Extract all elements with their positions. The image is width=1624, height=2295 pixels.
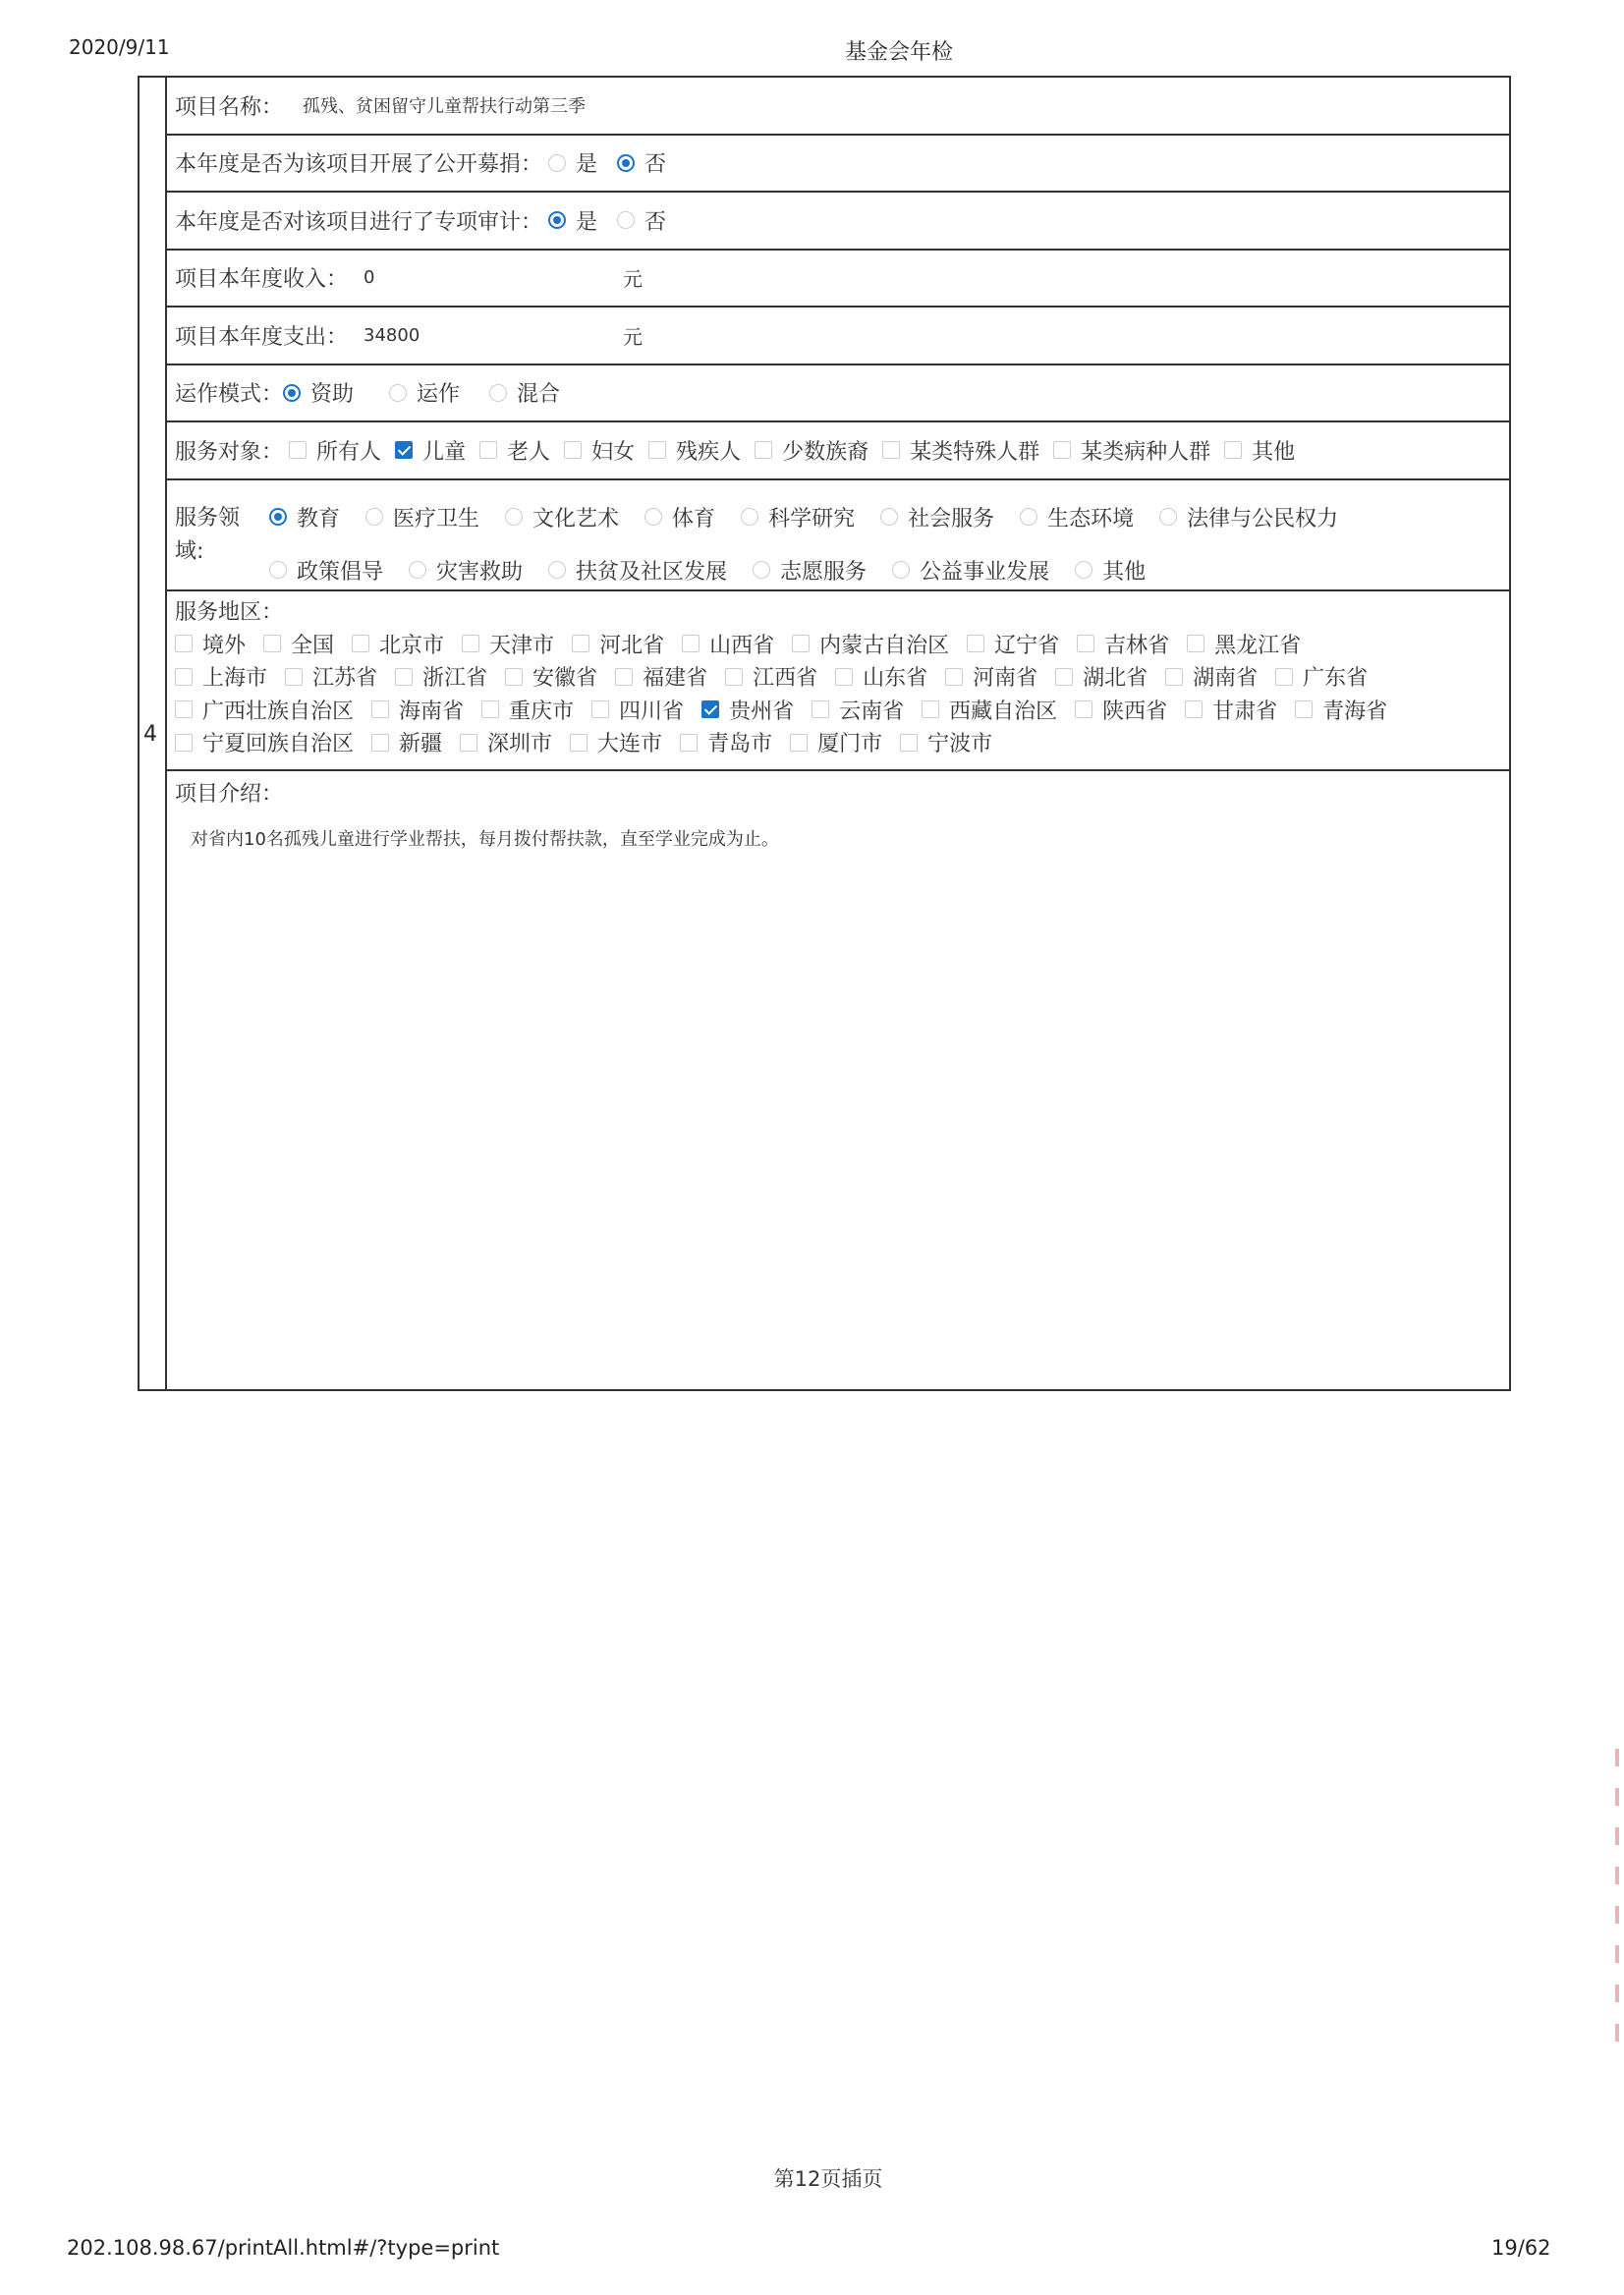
public-fundraising-yes[interactable]: 是 — [542, 147, 597, 178]
expense-label: 项目本年度支出： — [175, 324, 349, 350]
region-option[interactable]: 安徽省 — [505, 661, 597, 692]
field-option[interactable]: 教育 — [263, 502, 340, 532]
radio-icon[interactable] — [1020, 508, 1037, 526]
region-option[interactable]: 吉林省 — [1077, 629, 1169, 659]
checkbox-icon[interactable] — [175, 668, 193, 686]
project-intro-row — [167, 771, 1509, 1394]
field-option[interactable]: 法律与公民权力 — [1153, 502, 1338, 532]
row-number: 4 — [143, 722, 157, 747]
expense-row — [167, 308, 1509, 365]
mode-option[interactable]: 混合 — [483, 377, 560, 408]
page-title: 基金会年检 — [844, 40, 953, 65]
checkbox-icon[interactable] — [792, 635, 810, 652]
special-audit-label: 本年度是否对该项目进行了专项审计： — [175, 209, 543, 235]
radio-icon[interactable] — [269, 561, 287, 579]
region-option[interactable]: 江苏省 — [285, 661, 377, 692]
field-option[interactable]: 体育 — [639, 502, 715, 532]
checkbox-icon[interactable] — [371, 734, 389, 752]
target-option[interactable]: 老人 — [479, 435, 550, 466]
region-option[interactable]: 山东省 — [835, 661, 927, 692]
region-option[interactable]: 江西省 — [725, 661, 817, 692]
region-option[interactable]: 河北省 — [572, 629, 664, 659]
field-option[interactable]: 社会服务 — [874, 502, 994, 532]
field-option[interactable]: 扶贫及社区发展 — [542, 555, 727, 586]
service-field-label: 服务领域: — [175, 505, 241, 564]
radio-icon[interactable] — [409, 561, 426, 579]
radio-selected-icon[interactable] — [283, 384, 301, 402]
checkbox-icon[interactable] — [263, 635, 281, 652]
checkbox-icon[interactable] — [790, 734, 808, 752]
checkbox-icon[interactable] — [564, 441, 582, 459]
checkbox-icon[interactable] — [900, 734, 918, 752]
project-name-row — [167, 78, 1509, 136]
checkbox-icon[interactable] — [922, 700, 939, 718]
region-option[interactable]: 北京市 — [352, 629, 444, 659]
special-audit-no[interactable]: 否 — [611, 205, 666, 236]
radio-icon[interactable] — [548, 561, 566, 579]
checkbox-icon[interactable] — [1055, 668, 1073, 686]
radio-icon[interactable] — [505, 508, 523, 526]
checkbox-icon[interactable] — [1224, 441, 1242, 459]
radio-selected-icon[interactable] — [548, 211, 566, 229]
radio-icon[interactable] — [617, 211, 635, 229]
checkbox-icon[interactable] — [285, 668, 303, 686]
checkbox-icon[interactable] — [1077, 635, 1094, 652]
radio-icon[interactable] — [365, 508, 383, 526]
service-target-label: 服务对象： — [175, 439, 284, 465]
checkbox-icon[interactable] — [648, 441, 666, 459]
checkbox-icon[interactable] — [289, 441, 307, 459]
region-line — [175, 726, 1509, 759]
checkbox-icon[interactable] — [462, 635, 479, 652]
region-option[interactable]: 海南省 — [371, 695, 464, 725]
radio-icon[interactable] — [741, 508, 758, 526]
public-fundraising-no[interactable]: 否 — [611, 147, 666, 178]
checkbox-icon[interactable] — [460, 734, 477, 752]
region-option[interactable]: 全国 — [263, 629, 334, 659]
row-number-cell — [140, 78, 167, 1389]
checkbox-icon[interactable] — [882, 441, 900, 459]
region-option[interactable]: 境外 — [175, 629, 246, 659]
radio-icon[interactable] — [1075, 561, 1092, 579]
region-option[interactable]: 甘肃省 — [1185, 695, 1277, 725]
insert-page-label: 第12页插页 — [773, 2167, 883, 2191]
checkbox-icon[interactable] — [479, 441, 497, 459]
field-option[interactable]: 生态环境 — [1014, 502, 1134, 532]
region-option[interactable]: 重庆市 — [481, 695, 574, 725]
project-name-label: 项目名称： — [175, 94, 284, 120]
region-option[interactable]: 山西省 — [682, 629, 774, 659]
checkbox-icon[interactable] — [352, 635, 369, 652]
region-option[interactable]: 大连市 — [570, 727, 662, 757]
region-option[interactable]: 上海市 — [175, 661, 267, 692]
region-option[interactable]: 辽宁省 — [967, 629, 1059, 659]
field-option[interactable]: 政策倡导 — [263, 555, 383, 586]
checkbox-checked-icon[interactable] — [395, 441, 413, 459]
radio-icon[interactable] — [644, 508, 662, 526]
checkbox-icon[interactable] — [572, 635, 589, 652]
region-option[interactable]: 湖北省 — [1055, 661, 1148, 692]
income-row — [167, 251, 1509, 308]
region-option[interactable]: 深圳市 — [460, 727, 552, 757]
expense-unit: 元 — [623, 324, 643, 349]
operation-mode-label: 运作模式： — [175, 382, 284, 408]
region-option[interactable]: 新疆 — [371, 727, 442, 757]
checkbox-icon[interactable] — [615, 668, 633, 686]
checkbox-icon[interactable] — [945, 668, 963, 686]
checkbox-icon[interactable] — [1185, 700, 1203, 718]
checkbox-icon[interactable] — [481, 700, 499, 718]
service-target-row — [167, 422, 1509, 480]
page-count: 19/62 — [1491, 2236, 1551, 2260]
region-option[interactable]: 陕西省 — [1075, 695, 1167, 725]
checkbox-icon[interactable] — [1165, 668, 1183, 686]
checkbox-icon[interactable] — [1187, 635, 1204, 652]
checkbox-icon[interactable] — [835, 668, 853, 686]
region-option[interactable]: 广西壮族自治区 — [175, 695, 354, 725]
operation-mode-row — [167, 365, 1509, 423]
checkbox-icon[interactable] — [755, 441, 772, 459]
project-table — [138, 76, 1511, 1391]
region-option[interactable]: 厦门市 — [790, 727, 882, 757]
region-grid — [175, 628, 1509, 759]
income-value: 0 — [364, 267, 375, 289]
radio-icon[interactable] — [892, 561, 910, 579]
checkbox-icon[interactable] — [395, 668, 413, 686]
public-fundraising-label: 本年度是否为该项目开展了公开募捐： — [175, 152, 543, 178]
special-audit-row — [167, 193, 1509, 251]
field-option[interactable]: 公益事业发展 — [886, 555, 1049, 586]
target-option[interactable]: 妇女 — [564, 435, 635, 466]
radio-icon[interactable] — [489, 384, 507, 402]
radio-icon[interactable] — [548, 154, 566, 172]
checkbox-icon[interactable] — [967, 635, 984, 652]
project-name-value: 孤残、贫困留守儿童帮扶行动第三季 — [303, 96, 587, 118]
region-option[interactable]: 西藏自治区 — [922, 695, 1057, 725]
region-option[interactable]: 宁夏回族自治区 — [175, 727, 354, 757]
region-option[interactable]: 贵州省 — [701, 695, 794, 725]
checkbox-icon[interactable] — [682, 635, 700, 652]
field-option[interactable]: 其他 — [1069, 555, 1146, 586]
region-option[interactable]: 天津市 — [462, 629, 554, 659]
checkbox-icon[interactable] — [725, 668, 743, 686]
checkbox-icon[interactable] — [175, 734, 193, 752]
target-option[interactable]: 少数族裔 — [755, 435, 868, 466]
radio-icon[interactable] — [753, 561, 770, 579]
target-option[interactable]: 儿童 — [395, 435, 466, 466]
special-audit-yes[interactable]: 是 — [542, 205, 597, 236]
region-option[interactable]: 四川省 — [591, 695, 684, 725]
region-option[interactable]: 福建省 — [615, 661, 707, 692]
mode-option[interactable]: 资助 — [283, 377, 354, 408]
field-option[interactable]: 志愿服务 — [747, 555, 867, 586]
income-label: 项目本年度收入： — [175, 267, 349, 293]
target-option[interactable]: 其他 — [1224, 435, 1295, 466]
region-option[interactable]: 黑龙江省 — [1187, 629, 1301, 659]
target-option[interactable]: 所有人 — [289, 435, 381, 466]
region-option[interactable]: 青海省 — [1295, 695, 1387, 725]
field-option[interactable]: 灾害救助 — [403, 555, 523, 586]
region-option[interactable]: 浙江省 — [395, 661, 487, 692]
region-option[interactable]: 宁波市 — [900, 727, 992, 757]
checkbox-icon[interactable] — [371, 700, 389, 718]
checkbox-icon[interactable] — [591, 700, 609, 718]
service-region-row — [167, 591, 1509, 771]
service-field-row — [167, 480, 1509, 591]
radio-icon[interactable] — [1159, 508, 1177, 526]
field-option[interactable]: 科学研究 — [735, 502, 855, 532]
region-option[interactable]: 河南省 — [945, 661, 1037, 692]
target-option[interactable]: 某类特殊人群 — [882, 435, 1039, 466]
region-option[interactable]: 湖南省 — [1165, 661, 1258, 692]
checkbox-icon[interactable] — [175, 635, 193, 652]
public-fundraising-row — [167, 136, 1509, 194]
region-line — [175, 694, 1509, 727]
checkbox-icon[interactable] — [680, 734, 698, 752]
red-seal-edge — [1615, 1749, 1619, 2063]
region-option[interactable]: 内蒙古自治区 — [792, 629, 949, 659]
checkbox-icon[interactable] — [1275, 668, 1293, 686]
mode-option[interactable]: 运作 — [383, 377, 460, 408]
checkbox-icon[interactable] — [1075, 700, 1092, 718]
field-option[interactable]: 文化艺术 — [499, 502, 619, 532]
checkbox-icon[interactable] — [1053, 441, 1071, 459]
project-intro-label: 项目介绍： — [175, 781, 284, 807]
checkbox-icon[interactable] — [812, 700, 829, 718]
checkbox-icon[interactable] — [1295, 700, 1313, 718]
region-option[interactable]: 云南省 — [812, 695, 904, 725]
target-option[interactable]: 某类病种人群 — [1053, 435, 1210, 466]
region-line — [175, 660, 1509, 694]
checkbox-checked-icon[interactable] — [701, 700, 719, 718]
region-line — [175, 628, 1509, 661]
radio-selected-icon[interactable] — [269, 508, 287, 526]
checkbox-icon[interactable] — [570, 734, 588, 752]
project-intro-text: 对省内10名孤残儿童进行学业帮扶，每月拨付帮扶款，直至学业完成为止。 — [191, 828, 779, 850]
income-unit: 元 — [623, 267, 643, 292]
radio-icon[interactable] — [880, 508, 898, 526]
service-region-label: 服务地区： — [175, 599, 284, 625]
print-date: 2020/9/11 — [69, 35, 170, 59]
field-option[interactable]: 医疗卫生 — [360, 502, 479, 532]
expense-value: 34800 — [364, 324, 420, 346]
region-option[interactable]: 广东省 — [1275, 661, 1368, 692]
checkbox-icon[interactable] — [175, 700, 193, 718]
checkbox-icon[interactable] — [505, 668, 523, 686]
region-option[interactable]: 青岛市 — [680, 727, 772, 757]
radio-icon[interactable] — [389, 384, 407, 402]
radio-selected-icon[interactable] — [617, 154, 635, 172]
target-option[interactable]: 残疾人 — [648, 435, 741, 466]
print-url: 202.108.98.67/printAll.html#/?type=print — [67, 2236, 500, 2260]
